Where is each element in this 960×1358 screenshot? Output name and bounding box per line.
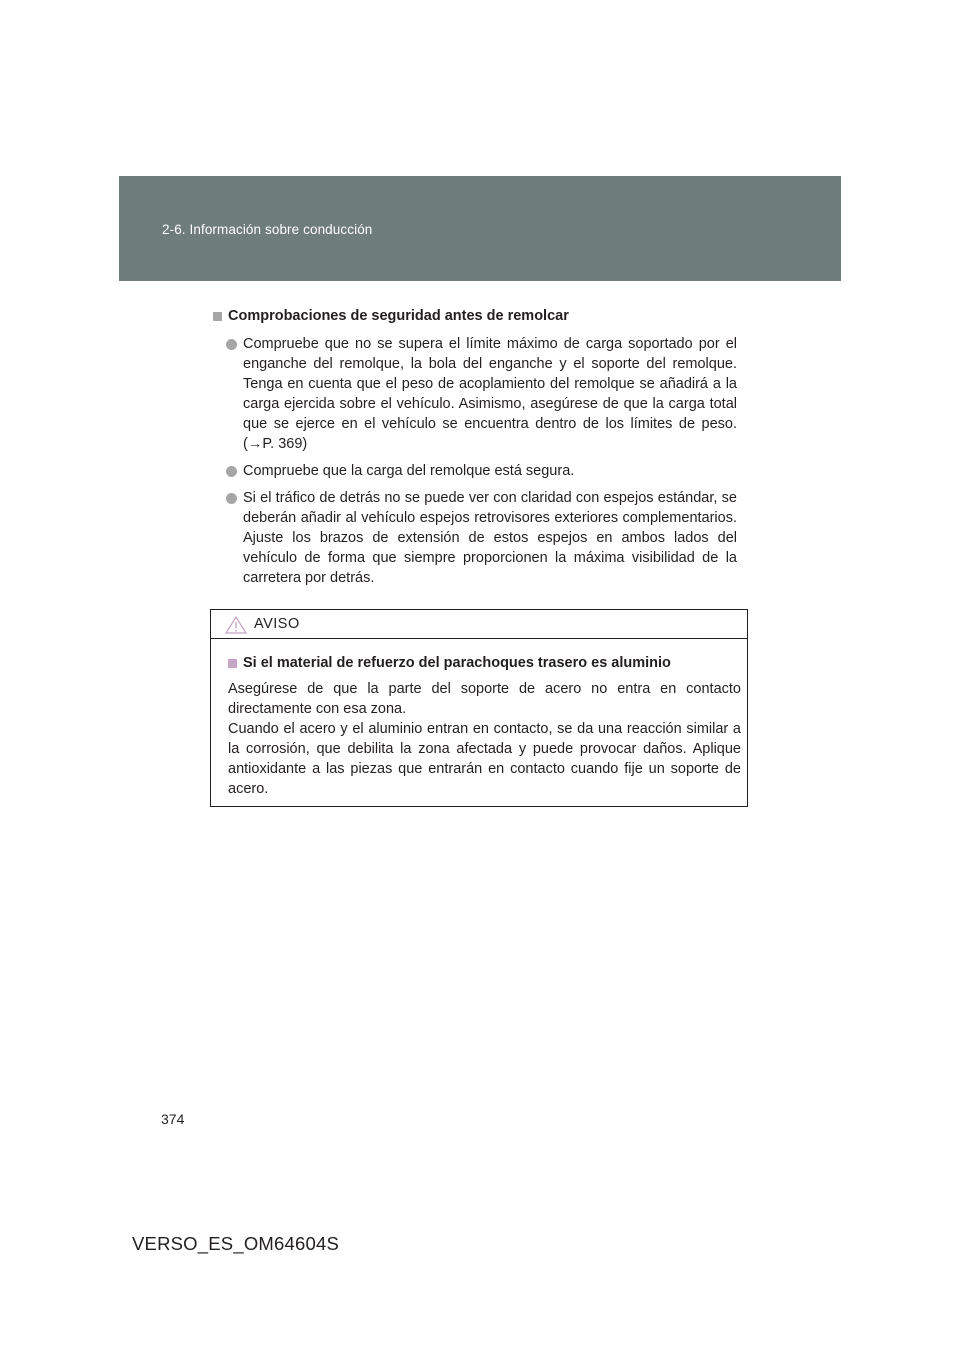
bullet-item [213,461,737,481]
bullet-item [213,488,737,588]
document-id: VERSO_ES_OM64604S [132,1233,340,1254]
page-header [119,176,841,281]
bullet-text: Compruebe que no se supera el límite máximo de carga soportado por el enganche del remolque, la bola del enganche y el soporte del remolque. Tenga en cuenta que el peso de acoplamiento del remolque se añadirá a la carga ejercida sobre el vehículo. Asimismo, asegúrese de que la carga total que se ejerce en el vehículo se encuentra dentro de los límites de peso. (→P. 369) [243,336,737,452]
warning-paragraph: Asegúrese de que la parte del soporte de acero no entra en contacto directamente con esa zona. [228,681,741,717]
header-section-title: 2-6. Información sobre conducción [162,222,373,237]
round-bullet-icon [226,339,237,350]
bullet-text: Compruebe que la carga del remolque está segura. [243,463,575,479]
warning-body [211,639,747,799]
round-bullet-icon [226,493,237,504]
warning-box [210,609,748,807]
round-bullet-icon [226,466,237,477]
safety-checks-section [213,306,737,588]
warning-title [228,653,741,673]
warning-title-text: Si el material de refuerzo del parachoques trasero es aluminio [243,655,671,671]
square-bullet-icon [228,659,237,668]
warning-header [211,610,747,639]
square-bullet-icon [213,312,222,321]
warning-paragraph: Cuando el acero y el aluminio entran en contacto, se da una reacción similar a la corrosión, que debilita la zona afectada y puede provocar daños. Aplique antioxidante a las piezas que entrarán en contacto cuando fije un soporte de acero. [228,721,741,797]
section-title [213,306,737,326]
bullet-item [213,334,737,454]
warning-triangle-icon [225,616,247,634]
bullet-text: Si el tráfico de detrás no se puede ver con claridad con espejos estándar, se deberán añadir al vehículo espejos retrovisores exteriores complementarios. Ajuste los brazos de extensión de estos espejos en ambos lados del vehículo de forma que siempre proporcionen la máxima visibilidad de la carretera por detrás. [243,490,737,586]
section-title-text: Comprobaciones de seguridad antes de remolcar [228,308,569,324]
warning-label: AVISO [254,616,300,632]
page-number: 374 [161,1111,185,1127]
